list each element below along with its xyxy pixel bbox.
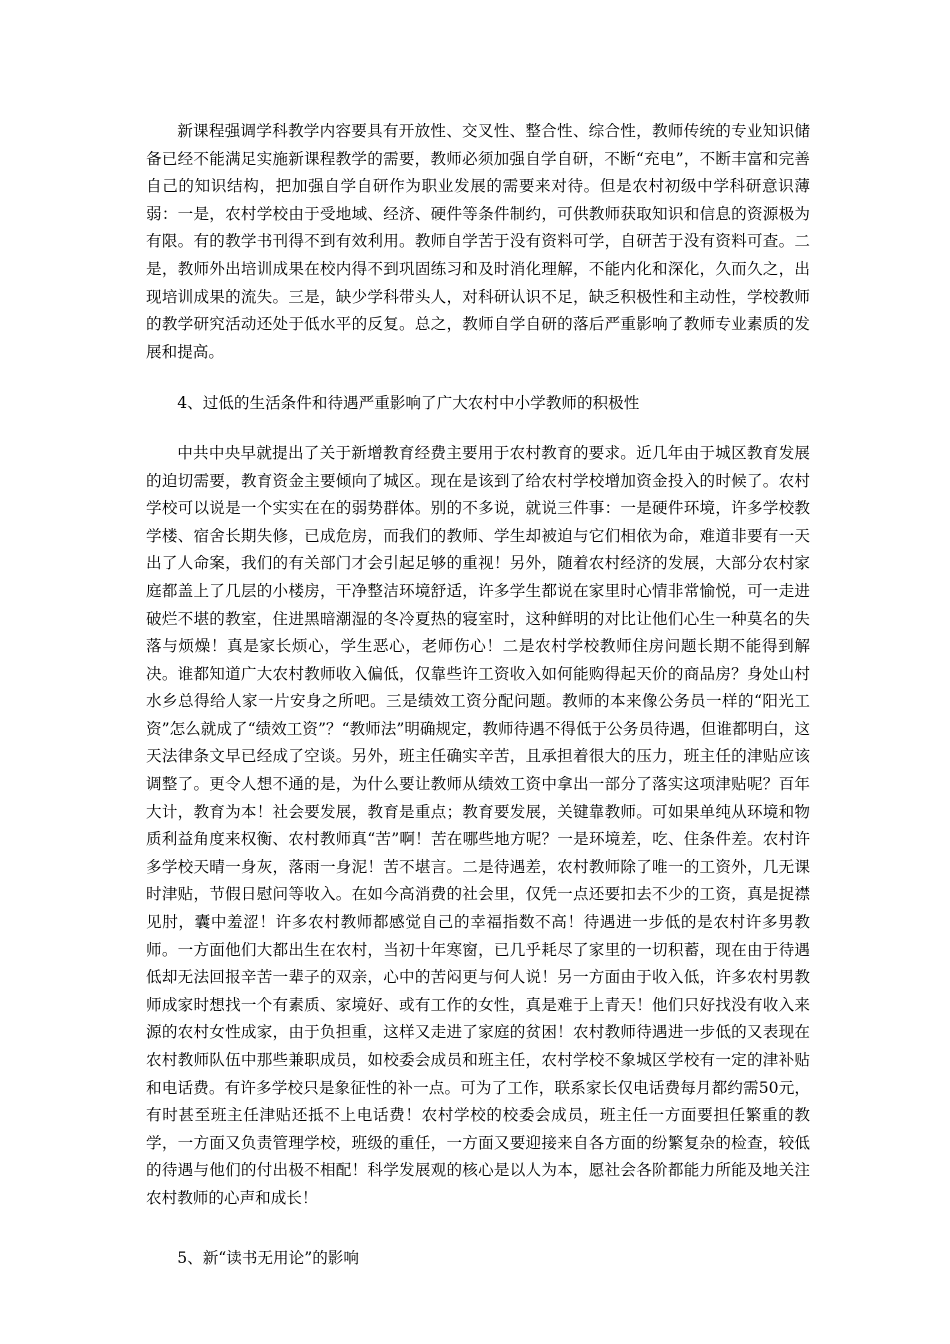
body-paragraph: 新课程强调学科教学内容要具有开放性、交叉性、整合性、综合性，教师传统的专业知识储备已经不能满足实施新课程教学的需要，教师必须加强自学自研，不断“充电”，不断丰富和完善自己的知识结构，把加强自学自研作为职业发展的需要来对待。但是农村初级中学科研意识薄弱：一是，农村学校由于受地域、经济、硬件等条件制约，可供教师获取知识和信息的资源极为有限。有的教学书刊得不到有效利用。教师自学苦于没有资料可学，自研苦于没有资料可查。二是，教师外出培训成果在校内得不到巩固练习和及时消化理解，不能内化和深化，久而久之，出现培训成果的流失。三是，缺少学科带头人，对科研认识不足，缺乏积极性和主动性，学校教师的教学研究活动还处于低水平的反复。总之，教师自学自研的落后严重影响了教师专业素质的发展和提高。 [146,122,810,361]
section-heading-4: 4、过低的生活条件和待遇严重影响了广大农村中小学教师的积极性 [177,394,640,413]
body-paragraph: 中共中央早就提出了关于新增教育经费主要用于农村教育的要求。近几年由于城区教育发展的迫切需要，教育资金主要倾向了城区。现在是该到了给农村学校增加资金投入的时候了。农村学校可以说是一个实实在在的弱势群体。别的不多说，就说三件事：一是硬件环境，许多学校教学楼、宿舍长期失修，已成危房，而我们的教师、学生却被迫与它们相依为命，难道非要有一天出了人命案，我们的有关部门才会引起足够的重视！另外，随着农村经济的发展，大部分农村家庭都盖上了几层的小楼房，干净整洁环境舒适，许多学生都说在家里时心情非常愉悦，可一走进破烂不堪的教室，住进黑暗潮湿的冬冷夏热的寝室时，这种鲜明的对比让他们心生一种莫名的失落与烦燥！真是家长烦心，学生恶心，老师伤心！二是农村学校教师住房问题长期不能得到解决。谁都知道广大农村教师收入偏低，仅靠些许工资收入如何能购得起天价的商品房？身处山村水乡总得给人家一片安身之所吧。三是绩效工资分配问题。教师的本来像公务员一样的“阳光工资”怎么就成了“绩效工资”？“教师法”明确规定，教师待遇不得低于公务员待遇，但谁都明白，这天法律条文早已经成了空谈。另外，班主任确实辛苦，且承担着很大的压力，班主任的津贴应该调整了。更令人想不通的是，为什么要让教师从绩效工资中拿出一部分了落实这项津贴呢？百年大计，教育为本！社会要发展，教育是重点；教育要发展，关键靠教师。可如果单纯从环境和物质利益角度来权衡、农村教师真“苦”啊！苦在哪些地方呢？一是环境差，吃、住条件差。农村许多学校天晴一身灰，落雨一身泥！苦不堪言。二是待遇差，农村教师除了唯一的工资外，几无课时津贴，节假日慰问等收入。在如今高消费的社会里，仅凭一点还要扣去不少的工资，真是捉襟见肘，囊中羞涩！许多农村教师都感觉自己的幸福指数不高！待遇进一步低的是农村许多男教师。一方面他们大都出生在农村，当初十年寒窗，已几乎耗尽了家里的一切积蓄，现在由于待遇低却无法回报辛苦一辈子的双亲，心中的苦闷更与何人说！另一方面由于收入低，许多农村男教师成家时想找一个有素质、家境好、或有工作的女性，真是难于上青天！他们只好找没有收入来源的农村女性成家，由于负担重，这样又走进了家庭的贫困！农村教师待遇进一步低的又表现在农村教师队伍中那些兼职成员，如校委会成员和班主任，农村学校不象城区学校有一定的津补贴和电话费。有许多学校只是象征性的补一点。可为了工作，联系家长仅电话费每月都约需50元，有时甚至班主任津贴还抵不上电话费！农村学校的校委会成员，班主任一方面要担任繁重的教学，一方面又负责管理学校，班级的重任，一方面又要迎接来自各方面的纷繁复杂的检查，较低的待遇与他们的付出极不相配！科学发展观的核心是以人为本，愿社会各阶都能力所能及地关注农村教师的心声和成长！ [146,443,810,1207]
section-heading-5: 5、新“读书无用论”的影响 [177,1248,359,1267]
document-page [146,118,810,1272]
